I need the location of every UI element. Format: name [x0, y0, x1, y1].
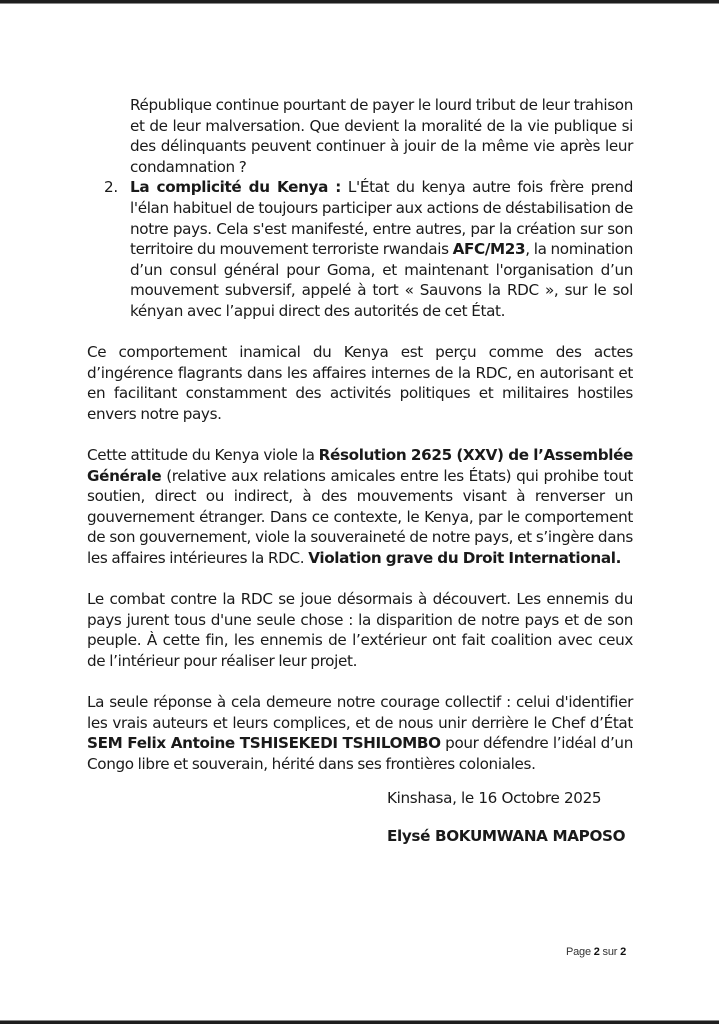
paragraph-kenya-behavior: Ce comportement inamical du Kenya est perçu comme des actes d’ingérence flagrants dans les affaires internes de la RDC, en autorisant et en facilitant constamment des activités politiques et militaires hostiles envers notre pays. [87, 343, 633, 423]
top-screen-bar [0, 0, 719, 4]
paragraph-combat: Le combat contre la RDC se joue désormais à découvert. Les ennemis du pays jurent tous d'une seule chose : la disparition de notre pays et de son peuple. À cette fin, les ennemis de l’extérieur ont fait coalition avec ceux de l’intérieur pour réaliser leur projet. [87, 590, 633, 671]
list-marker: 2. [104, 178, 118, 197]
page-label: Page [566, 946, 594, 958]
list-item-1-continuation: République continue pourtant de payer le lourd tribut de leur trahison et de leur malversation. Que devient la moralité de la vie publique si des délinquants peuvent continuer à jouir de la même vie après leur condamnation ? [130, 96, 633, 176]
document-page [87, 95, 633, 795]
list-item-text-end: , la nomination d’un consul général pour Goma, et maintenant l'organisation d’un mouvement subversif, appelé à tort « Sauvons la RDC », sur le sol kényan avec l’appui direct des autorités de cet État. [130, 240, 633, 320]
signature: Elysé BOKUMWANA MAPOSO [387, 827, 626, 845]
bottom-screen-bar [0, 1020, 719, 1024]
current-page: 2 [593, 946, 600, 958]
paragraph-resolution [87, 445, 633, 569]
list-item-text: L'État du kenya autre fois frère prend l'élan habituel de toujours participer aux actions de déstabilisation de notre pays. Cela s'est manifesté, entre autres, par la création sur son territoire du mouvement terroriste rwandais [130, 178, 633, 259]
place-date: Kinshasa, le 16 Octobre 2025 [387, 789, 602, 807]
list-item-title: La complicité du Kenya : [130, 178, 342, 197]
bold-violation: Violation grave du Droit International. [308, 549, 622, 568]
total-pages: 2 [620, 946, 626, 958]
paragraph-text: La seule réponse à cela demeure notre courage collectif : celui d'identifier les vrais auteurs et leurs complices, et de nous unir derrière le Chef d’État [87, 693, 633, 732]
bold-resolution: Résolution 2625 (XXV) de l’Assemblée Générale [87, 446, 633, 485]
list-item-2 [104, 177, 633, 321]
bold-term-afc-m23: AFC/M23 [452, 240, 526, 259]
of-label: sur [599, 946, 621, 958]
paragraph-response [87, 692, 633, 774]
paragraph-text: pour défendre l’idéal d’un Congo libre et souverain, hérité dans ses frontières coloniales. [87, 734, 633, 773]
paragraph-text: Cette attitude du Kenya viole la [87, 446, 319, 465]
page-number-footer [566, 946, 626, 958]
bold-president-name: SEM Felix Antoine TSHISEKEDI TSHILOMBO [87, 734, 441, 753]
paragraph-text: (relative aux relations amicales entre les États) qui prohibe tout soutien, direct ou indirect, à des mouvements visant à renverser un gouvernement étranger. Dans ce contexte, le Kenya, par le comportement de son gouvernement, viole la souveraineté de notre pays, et s’ingère dans les affaires intérieures la RDC. [87, 466, 633, 568]
